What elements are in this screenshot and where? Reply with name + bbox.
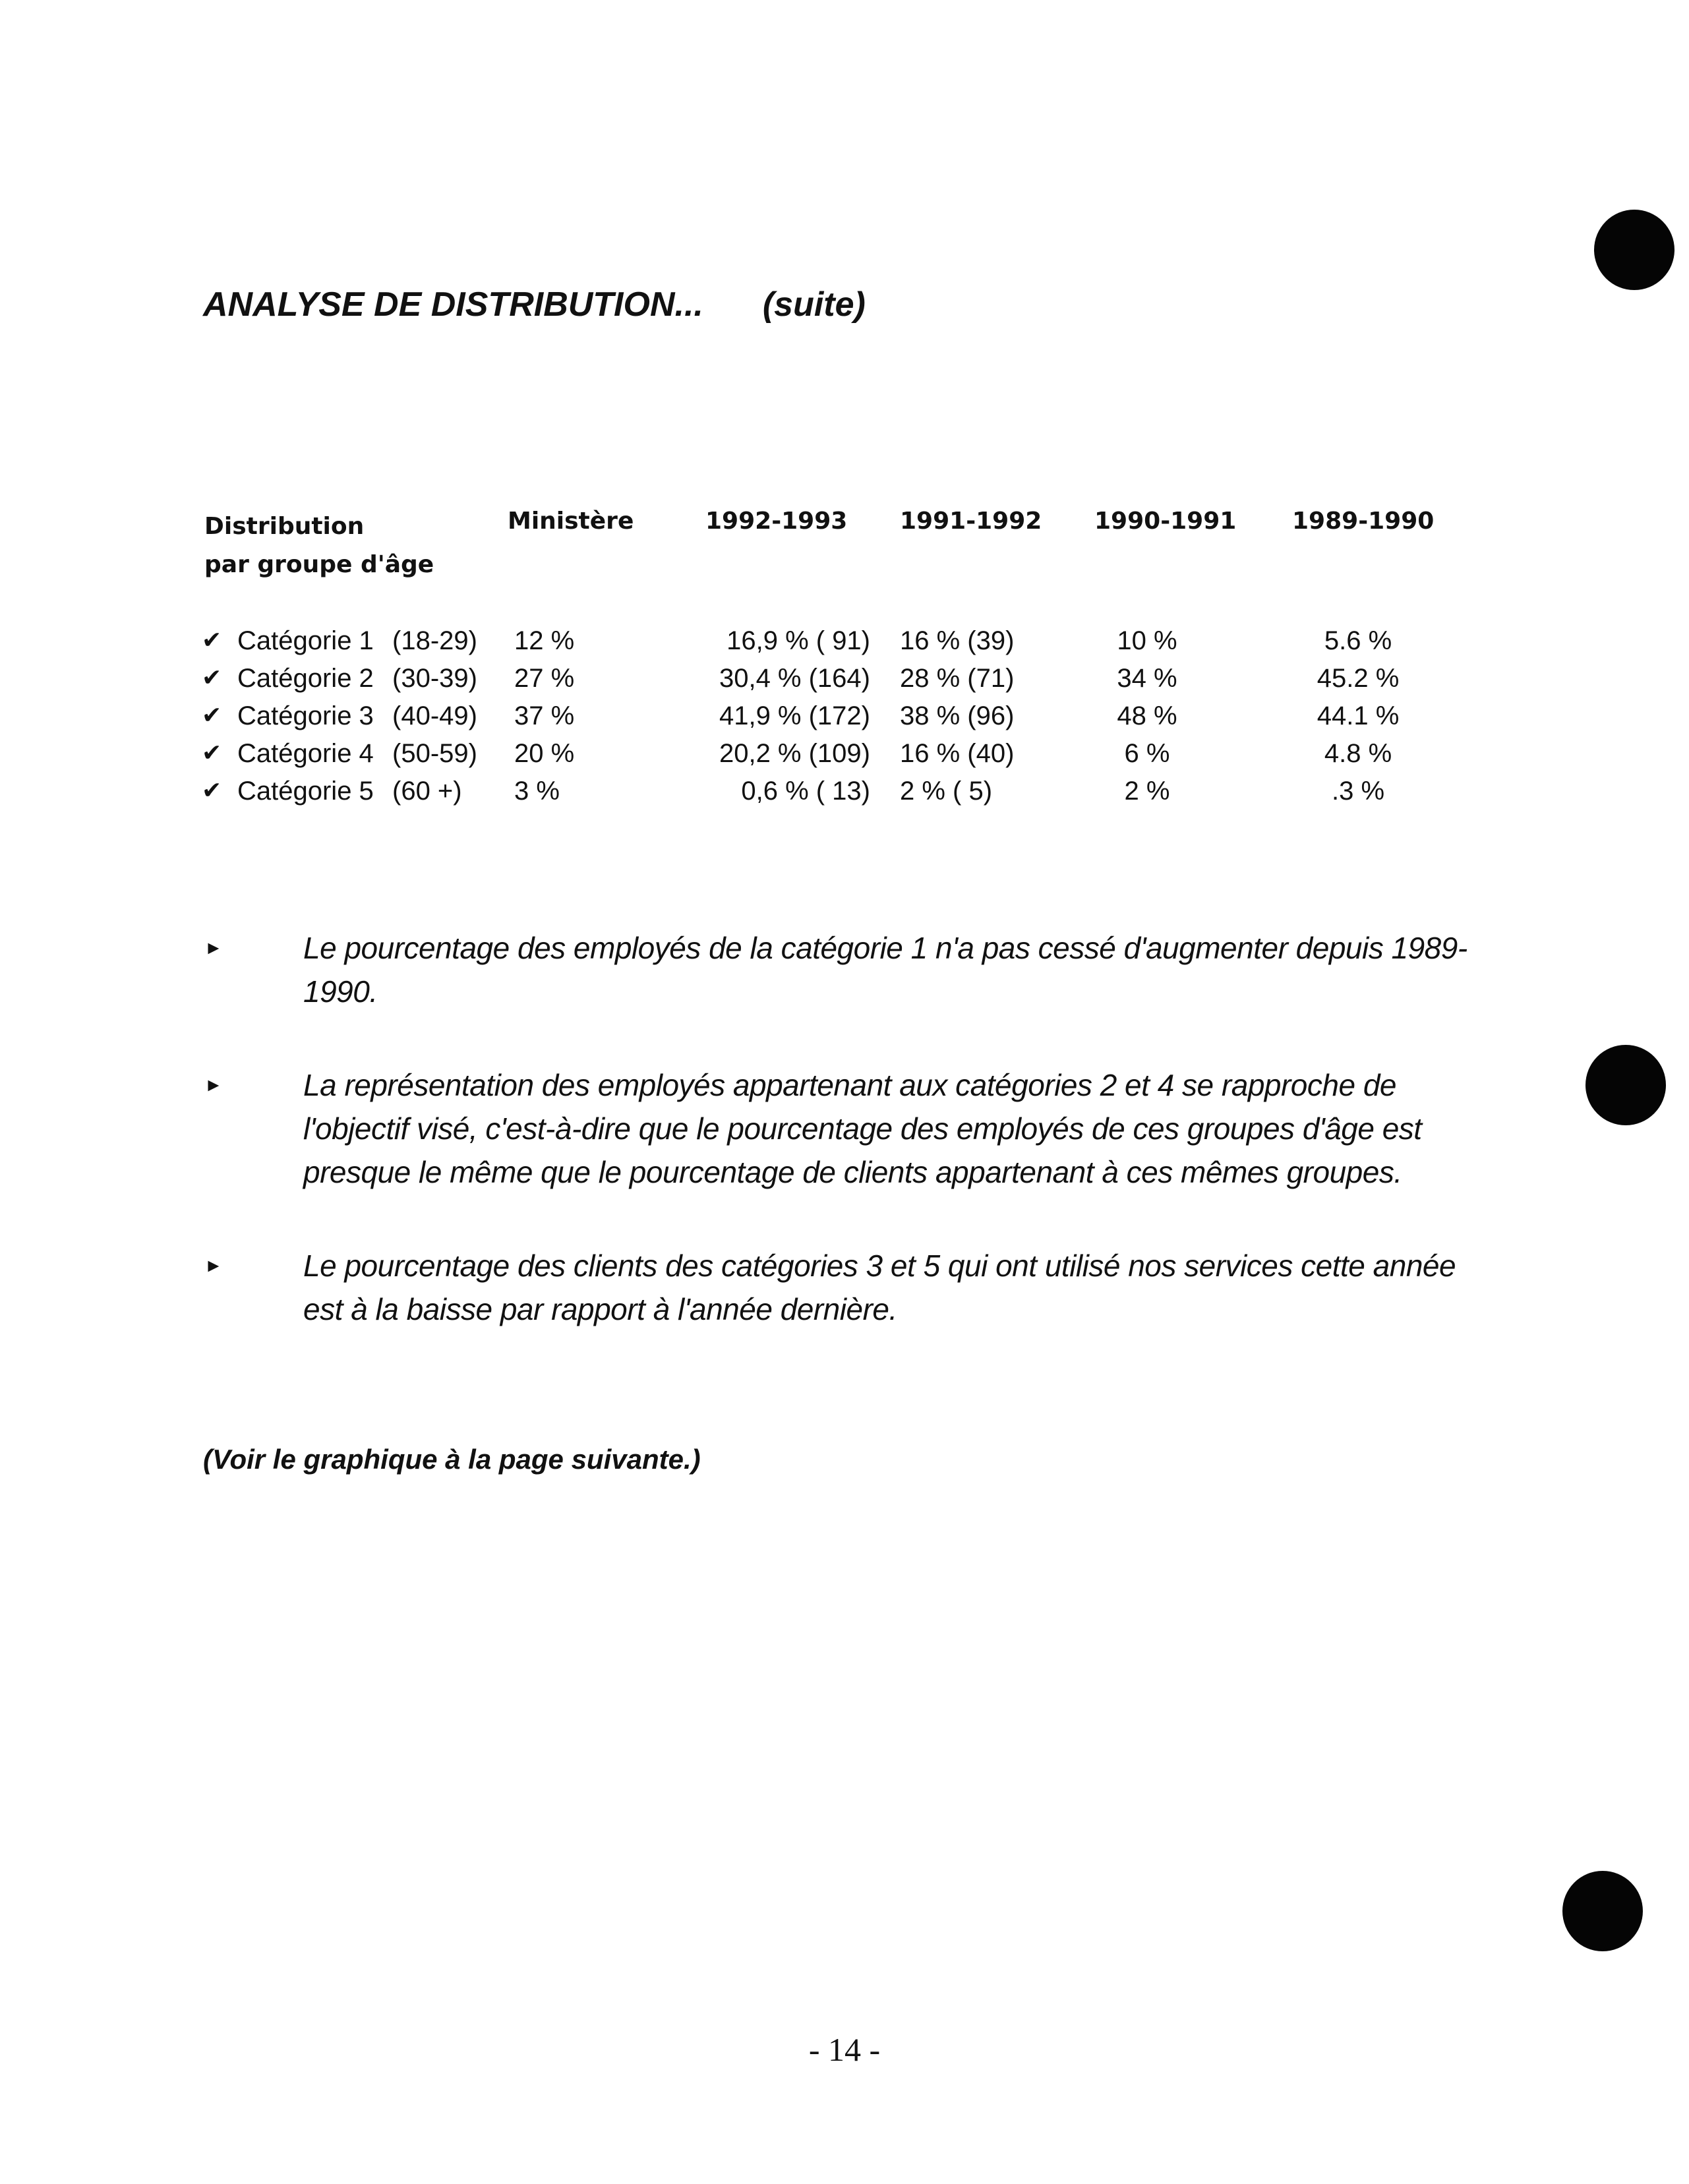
row-1991-1992: 2 % ( 5) <box>900 777 993 806</box>
row-1991-1992: 16 % (39) <box>900 626 1015 655</box>
row-1989-1990: .3 % <box>1331 777 1385 806</box>
check-icon: ✔ <box>202 777 222 804</box>
row-ministere: 37 % <box>514 701 575 730</box>
header-distribution <box>204 508 434 584</box>
row-1990-1991: 48 % <box>1117 701 1177 730</box>
list-item <box>204 926 1490 1013</box>
header-distribution-line1: Distribution <box>204 513 365 540</box>
row-1992-1993: 16,9 % ( 91) <box>726 626 870 655</box>
triangle-bullet-icon: ► <box>204 1075 223 1095</box>
row-1989-1990: 44.1 % <box>1317 701 1400 730</box>
row-range: (60 +) <box>392 777 462 806</box>
page-number: - 14 - <box>808 2031 881 2068</box>
table-row <box>204 777 1457 814</box>
row-category: Catégorie 2 <box>237 664 374 693</box>
row-1990-1991: 6 % <box>1124 739 1170 768</box>
list-item <box>204 1063 1490 1194</box>
triangle-bullet-icon: ► <box>204 937 223 958</box>
row-1991-1992: 38 % (96) <box>900 701 1015 730</box>
header-1989-1990: 1989-1990 <box>1292 508 1435 535</box>
row-1992-1993: 20,2 % (109) <box>719 739 870 768</box>
triangle-bullet-icon: ► <box>204 1255 223 1276</box>
row-1990-1991: 2 % <box>1124 777 1170 806</box>
table-body <box>204 626 1457 814</box>
row-1990-1991: 34 % <box>1117 664 1177 693</box>
check-icon: ✔ <box>202 701 222 728</box>
row-range: (18-29) <box>392 626 477 655</box>
observations-list <box>204 926 1490 1381</box>
row-category: Catégorie 5 <box>237 777 374 806</box>
list-item-text: Le pourcentage des clients des catégories 3 et 5 qui ont utilisé nos services cette année est à la baisse par rapport à l'année dernière. <box>303 1249 1456 1326</box>
row-category: Catégorie 4 <box>237 739 374 768</box>
row-range: (30-39) <box>392 664 477 693</box>
check-icon: ✔ <box>202 626 222 653</box>
see-next-page-note: (Voir le graphique à la page suivante.) <box>203 1444 701 1475</box>
row-range: (50-59) <box>392 739 477 768</box>
page-title <box>203 285 866 324</box>
row-1991-1992: 28 % (71) <box>900 664 1015 693</box>
check-icon: ✔ <box>202 739 222 766</box>
row-1991-1992: 16 % (40) <box>900 739 1015 768</box>
punch-hole-middle <box>1585 1045 1666 1125</box>
table-header <box>204 508 1457 587</box>
header-1992-1993: 1992-1993 <box>705 508 848 535</box>
title-text: ANALYSE DE DISTRIBUTION... <box>203 285 703 324</box>
row-1992-1993: 30,4 % (164) <box>719 664 870 693</box>
punch-hole-top <box>1594 210 1674 290</box>
row-1992-1993: 41,9 % (172) <box>719 701 870 730</box>
header-1990-1991: 1990-1991 <box>1094 508 1237 535</box>
row-ministere: 27 % <box>514 664 575 693</box>
row-category: Catégorie 1 <box>237 626 374 655</box>
row-ministere: 20 % <box>514 739 575 768</box>
punch-hole-bottom <box>1562 1871 1643 1951</box>
table-row <box>204 626 1457 664</box>
table-row <box>204 701 1457 739</box>
header-1991-1992: 1991-1992 <box>900 508 1042 535</box>
list-item-text: Le pourcentage des employés de la catégorie 1 n'a pas cessé d'augmenter depuis 1989-1990. <box>303 931 1467 1009</box>
row-ministere: 12 % <box>514 626 575 655</box>
header-ministere: Ministère <box>508 508 634 535</box>
row-1989-1990: 45.2 % <box>1317 664 1400 693</box>
row-ministere: 3 % <box>514 777 560 806</box>
row-range: (40-49) <box>392 701 477 730</box>
table-row <box>204 739 1457 777</box>
row-1992-1993: 0,6 % ( 13) <box>741 777 870 806</box>
row-category: Catégorie 3 <box>237 701 374 730</box>
title-suite: (suite) <box>762 285 866 324</box>
check-icon: ✔ <box>202 664 222 691</box>
row-1989-1990: 4.8 % <box>1324 739 1392 768</box>
row-1989-1990: 5.6 % <box>1324 626 1392 655</box>
list-item <box>204 1244 1490 1331</box>
table-row <box>204 664 1457 701</box>
list-item-text: La représentation des employés appartenant aux catégories 2 et 4 se rapproche de l'objectif visé, c'est-à-dire que le pourcentage des employés de ces groupes d'âge est presque le même que le pourcentage de clients appartenant à ces mêmes groupes. <box>303 1068 1422 1189</box>
row-1990-1991: 10 % <box>1117 626 1177 655</box>
age-distribution-table <box>204 508 1457 814</box>
header-distribution-line2: par groupe d'âge <box>204 551 434 578</box>
